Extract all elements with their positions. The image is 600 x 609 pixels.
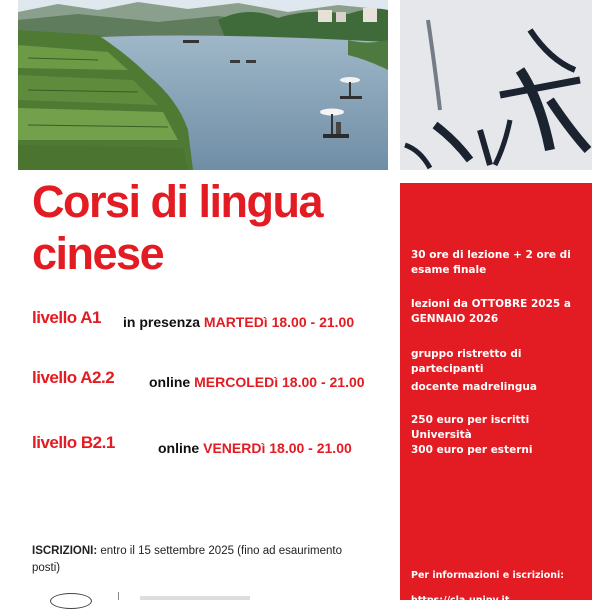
course-schedule-a1 [123, 314, 354, 330]
contact-heading: Per informazioni e iscrizioni: [411, 570, 565, 581]
contact-link[interactable]: https://cla.unipv.it [411, 595, 510, 606]
course-time: 18.00 - 21.00 [269, 440, 352, 456]
info-hours: 30 ore di lezione + 2 ore di esame finale [411, 249, 571, 276]
registration-note [32, 543, 362, 577]
page-title [32, 176, 392, 280]
course-level-a2-2: livello A2.2 [32, 368, 115, 387]
info-panel [400, 183, 592, 606]
info-group: gruppo ristretto di partecipanti [411, 348, 522, 375]
title-line-1: Corsi di lingua [32, 176, 323, 227]
registration-label: ISCRIZIONI: [32, 545, 98, 557]
info-price: 250 euro per iscritti Università 300 euro per esterni [411, 414, 533, 456]
course-level-b2-1: livello B2.1 [32, 433, 115, 452]
course-time: 18.00 - 21.00 [271, 314, 355, 330]
info-teacher: docente madrelingua [411, 381, 537, 393]
course-day: MERCOLEDì [194, 374, 279, 390]
logo-wordmark [140, 596, 250, 600]
course-mode: online [149, 374, 191, 390]
info-period: lezioni da OTTOBRE 2025 a GENNAIO 2026 [411, 298, 571, 325]
course-schedule-a2-2 [149, 374, 365, 390]
course-time: 18.00 - 21.00 [282, 374, 365, 390]
registration-text: entro il 15 settembre 2025 (fino ad esaurimento posti) [32, 545, 343, 574]
title-line-2: cinese [32, 228, 164, 279]
course-level-a1: livello A1 [32, 308, 102, 327]
course-schedule-b2-1 [158, 440, 352, 456]
course-mode: in presenza [123, 314, 201, 330]
logo-divider [118, 592, 119, 600]
course-day: VENERDì [203, 440, 266, 456]
chinese-calligraphy-photo [400, 0, 592, 170]
course-day: MARTEDì [203, 314, 268, 330]
course-mode: online [158, 440, 200, 456]
university-logo [50, 593, 92, 609]
river-landscape-photo [18, 0, 388, 170]
